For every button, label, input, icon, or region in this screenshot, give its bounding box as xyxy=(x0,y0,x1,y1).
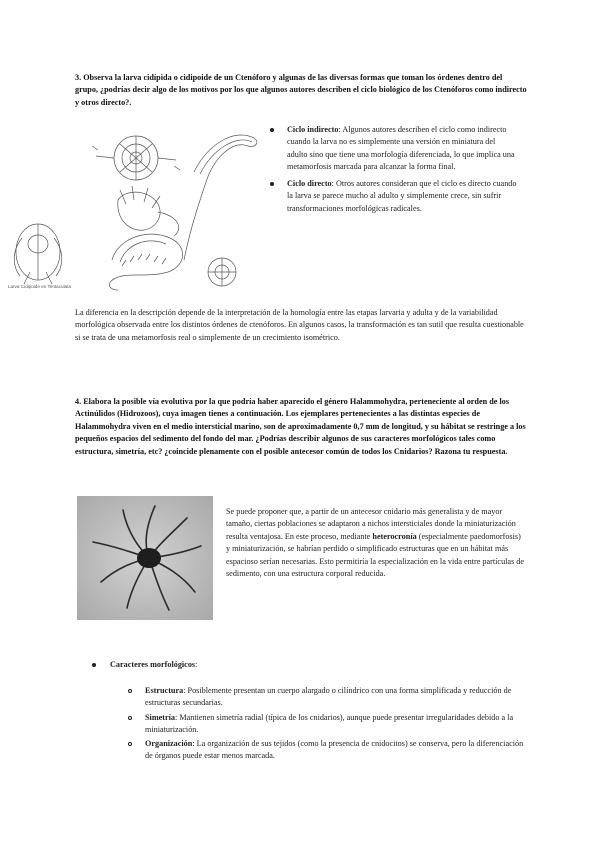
circle-bullet-icon xyxy=(128,742,132,746)
term-ciclo-indirecto: Ciclo indirecto xyxy=(287,125,339,134)
term-heterocronia: heterocronía xyxy=(372,531,417,541)
term-ciclo-directo: Ciclo directo xyxy=(287,179,332,188)
q3-paragraph: La diferencia en la descripción depende de la interpretación de la homología entre las etapas larvaria y adulta y de la variabilidad morfológica observada entre los distintos órdenes de ctenóforos. En algunos casos, la transformación es tan sutil que resulta cuestionable si se trata de una metamorfosis real o simplemente de un crecimiento isométrico. xyxy=(75,308,524,342)
ctenophore-figure xyxy=(8,120,264,292)
bullet-icon xyxy=(92,663,96,667)
q4-answer: Se puede proponer que, a partir de un antecesor cnidario más generalista y de mayor tamaño, ciertas poblaciones se adaptaron a nichos intersticiales donde la miniaturización resulta ventajosa. En este proceso, mediante heterocronía (especialmente paedomorfosis) y miniaturización, se habrían perdido o simplificado estructuras que en un hábitat más espacioso serían necesarias. Esto permitiría la especialización en la vida entre partículas de sedimento, con una estructura corporal reducida. xyxy=(226,507,525,579)
bullet-ciclo-indirecto: Ciclo indirecto: Algunos autores describen el ciclo como indirecto cuando la larva no es simplemente una versión en miniatura del adulto sino que tiene una morfología diferenciada, lo que implica una metamorfosis marcada para alcanzar la forma final. xyxy=(287,125,515,172)
bullet-ciclo-directo: Ciclo directo: Otros autores consideran que el ciclo es directo cuando la larva se parece mucho al adulto y simplemente crece, sin sufrir transformaciones morfológicas radicales. xyxy=(287,179,517,213)
question-4-text: 4. Elabora la posible vía evolutiva por la que podría haber aparecido el género Halammohydra, perteneciente al orden de los Actinúlidos (Hidrozoos), cuya imagen tienes a continuación. Los ejemplares pertenecientes a las distintas especies de Halammohydra viven en el medio intersticial marino, son de aproximadamente 0,7 mm de longitud, y su hábitat se restringe a los pequeños espacios del sedimento del fondo del mar. ¿Podrías describir algunos de sus caracteres morfológicos tales como estructura, simetría, etc? ¿coincide plenamente con el posible antecesor común de todos los Cnidarios? Razona tu respuesta. xyxy=(75,397,526,456)
halammohydra-photo xyxy=(77,496,213,620)
subitem-organizacion: Organización: La organización de sus tejidos (como la presencia de cnidocitos) se conserva, pero la diferenciación de órganos puede estar menos marcada. xyxy=(145,739,524,761)
list-title: Caracteres morfológicos: xyxy=(110,660,198,669)
question-3-text: 3. Observa la larva cidípida o cidipoide de un Ctenóforo y algunas de las diversas formas que toman los órdenes dentro del grupo, ¿podrías decir algo de los motivos por los que algunos autores describen el ciclo biológico de los Ctenóforos como indirecto y otros directo?. xyxy=(75,73,527,107)
figure-caption: Larva Cidipoide en Tentaculata xyxy=(8,284,71,289)
subitem-simetria: Simetría: Mantienen simetría radial (típica de los cnidarios), aunque puede presentar irregularidades debido a la miniaturización. xyxy=(145,713,514,735)
subitem-estructura: Estructura: Posiblemente presentan un cuerpo alargado o cilíndrico con una forma simplificada y reducción de estructuras secundarias. xyxy=(145,686,512,708)
circle-bullet-icon xyxy=(128,716,132,720)
bullet-icon xyxy=(270,128,274,132)
bullet-icon xyxy=(270,182,274,186)
circle-bullet-icon xyxy=(128,689,132,693)
